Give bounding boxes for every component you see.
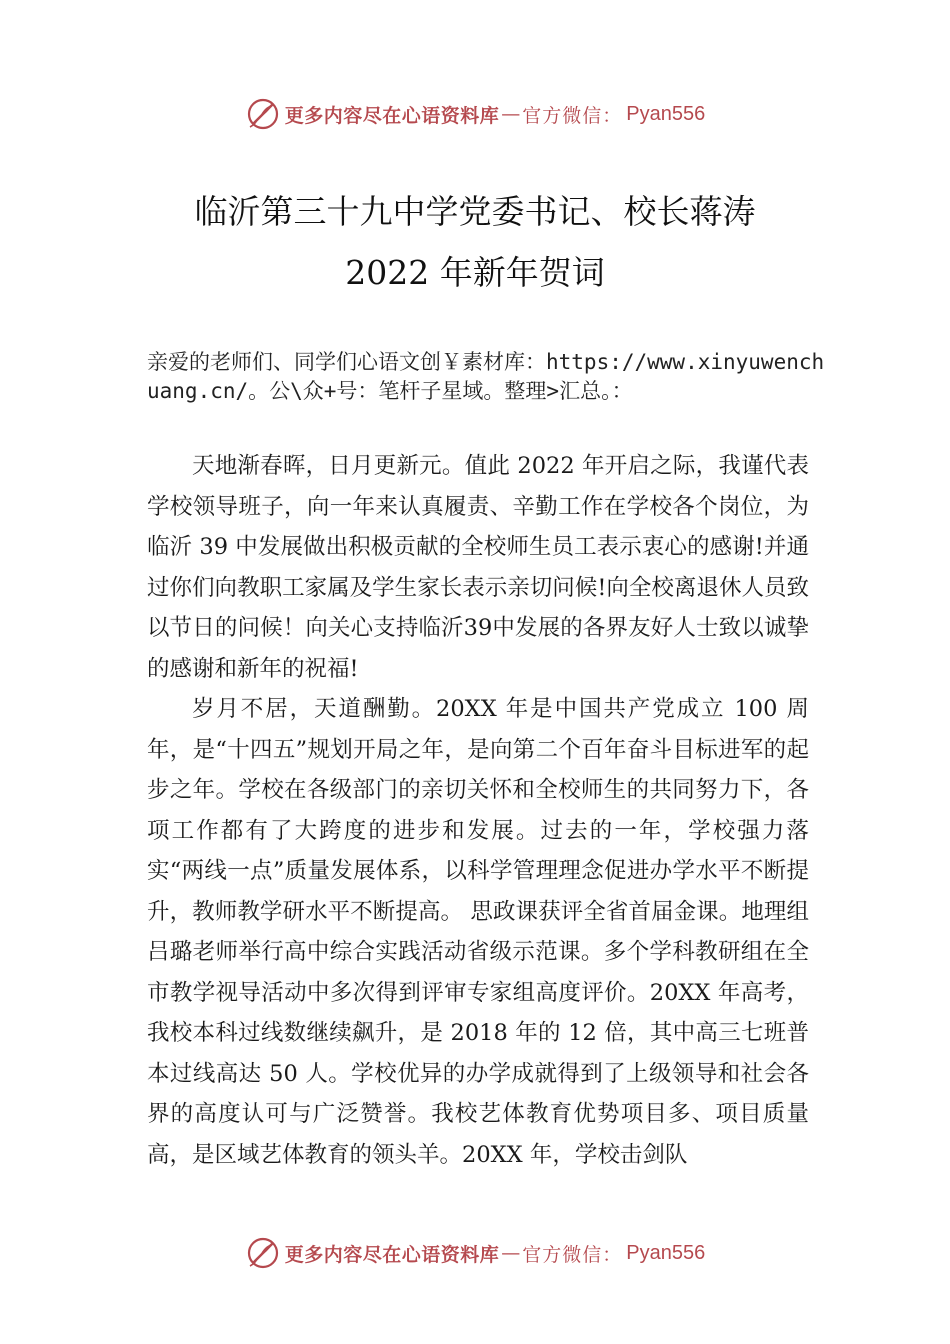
banner-dash: —	[501, 103, 521, 125]
paragraph: 天地渐春晖，日月更新元。值此 2022 年开启之际，我谨代表学校领导班子，向一年来认真履责、辛勤工作在学校各个岗位，为临沂 39 中发展做出积极贡献的全校师生员工表示衷心的感谢!并通过你们向教职工家属及学生家长表示亲切问候!向全校离退休人员致以节日的问候！向关心支持临沂39中发展的各界友好人士致以诚挚的感谢和新年的祝福!	[147, 453, 809, 682]
document-title-line1: 临沂第三十九中学党委书记、校长蒋涛	[194, 192, 756, 231]
paragraph: 岁月不居，天道酬勤。20XX 年是中国共产党成立 100 周年，是“十四五”规划开局之年，是向第二个百年奋斗目标进军的起步之年。学校在各级部门的亲切关怀和全校师生的共同努力下，各项工作都有了大跨度的进步和发展。过去的一年，学校强力落实“两线一点”质量发展体系，以科学管理理念促进办学水平不断提升，教师教学研水平不断提高。 思政课获评全省首届金课。地理组吕璐老师举行高中综合实践活动省级示范课。多个学科教研组在全市教学视导活动中多次得到评审专家组高度评价。20XX 年高考，我校本科过线数继续飙升，是 2018 年的 12 倍，其中高三七班普本过线高达 50 人。学校优异的办学成就得到了上级领导和社会各界的高度认可与广泛赞誉。我校艺体教育优势项目多、项目质量高，是区域艺体教育的领头羊。20XX 年，学校击剑队	[147, 696, 809, 1168]
banner-title: 更多内容尽在心语资料库	[284, 104, 500, 127]
quill-logo-icon	[245, 96, 281, 132]
banner-wechat-label: 官方微信：	[522, 104, 623, 127]
document-body	[147, 446, 809, 1175]
greeting-intro: 亲爱的老师们、同学们心语文创￥素材库：https://www.xinyuwenchuang.cn/。公\众+号：笔杆子星域。整理>汇总。：	[147, 350, 825, 403]
banner-dash: —	[501, 1242, 521, 1264]
footer-banner	[0, 1231, 950, 1275]
document-title-line2: 2022 年新年贺词	[345, 253, 605, 292]
header-banner	[0, 92, 950, 136]
banner-wechat-id: Pyan556	[626, 102, 706, 125]
quill-logo-icon	[245, 1235, 281, 1271]
banner-wechat-label: 官方微信：	[522, 1243, 623, 1266]
banner-wechat-id: Pyan556	[626, 1241, 706, 1264]
banner-title: 更多内容尽在心语资料库	[284, 1243, 500, 1266]
